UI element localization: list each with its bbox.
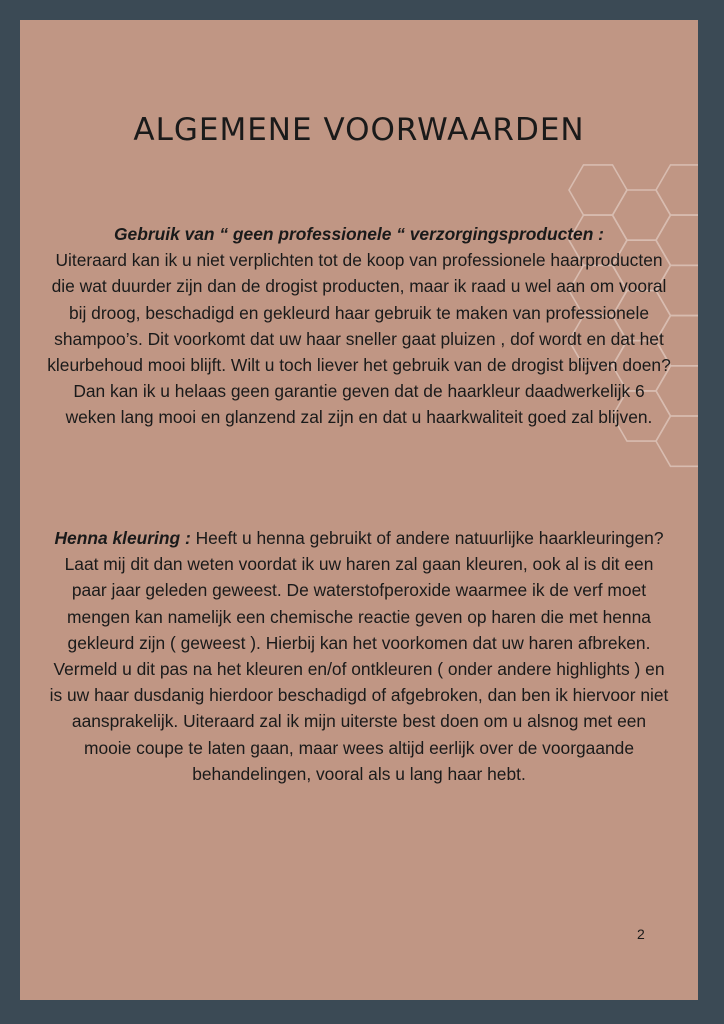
page-title: ALGEMENE VOORWAARDEN xyxy=(133,112,585,148)
section-henna-heading: Henna kleuring : xyxy=(54,528,191,548)
hexagon-shape xyxy=(569,165,627,215)
section-products xyxy=(46,221,672,431)
section-henna xyxy=(46,525,672,787)
hexagon-shape xyxy=(656,165,698,215)
document-page xyxy=(20,20,698,1000)
section-henna-body: Heeft u henna gebruikt of andere natuurlijke haarkleuringen? Laat mij dit dan weten voordat ik uw haren zal gaan kleuren, ook al is dit een paar jaar geleden geweest. De waterstofperoxide waarmee ik de verf moet mengen kan namelijk een chemische reactie geven op haren die met henna gekleurd zijn ( geweest ). Hierbij kan het voorkomen dat uw haren afbreken. Vermeld u dit pas na het kleuren en/of ontkleuren ( onder andere highlights ) en is uw haar dusdanig hierdoor beschadigd of afgebroken, dan ben ik hiervoor niet aansprakelijk. Uiteraard zal ik mijn uiterste best doen om u alsnog met een mooie coupe te laten gaan, maar wees altijd eerlijk over de voorgaande behandelingen, vooral als u lang haar hebt. xyxy=(49,528,669,784)
page-number: 2 xyxy=(637,926,645,942)
section-products-body: Uiteraard kan ik u niet verplichten tot de koop van professionele haarproducten die wat duurder zijn dan de drogist producten, maar ik raad u wel aan om vooral bij droog, beschadigd en gekleurd haar gebruik te maken van professionele shampoo’s. Dit voorkomt dat uw haar sneller gaat pluizen , dof wordt en dat het kleurbehoud mooi blijft. Wilt u toch liever het gebruik van de drogist blijven doen? Dan kan ik u helaas geen garantie geven dat de haarkleur daadwerkelijk 6 weken lang mooi en glanzend zal zijn en dat u haarkwaliteit goed zal blijven. xyxy=(47,250,671,428)
hexagon-pattern-decoration xyxy=(20,20,698,1000)
section-products-heading: Gebruik van “ geen professionele “ verzorgingsproducten : xyxy=(114,224,604,244)
